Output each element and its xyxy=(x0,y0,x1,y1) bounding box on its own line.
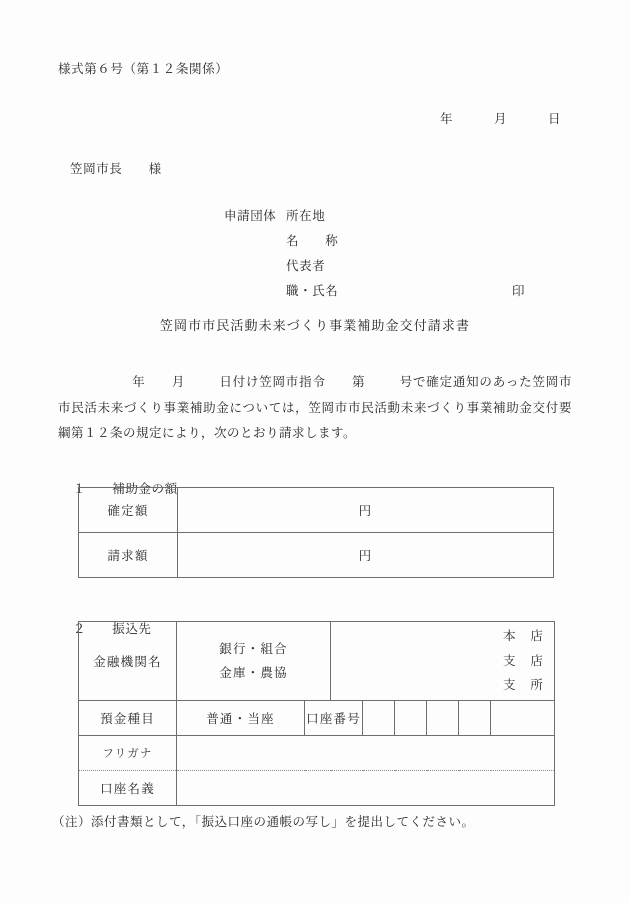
table-row xyxy=(79,488,554,533)
addressee-line: 笠岡市長 様 xyxy=(70,162,162,176)
bank-account-table xyxy=(78,621,555,806)
date-line: 年 月 日 xyxy=(440,112,562,126)
institution-kind-line2: 金庫・農協 xyxy=(219,666,288,680)
account-name-label: 口座名義 xyxy=(79,771,177,806)
furigana-value[interactable] xyxy=(177,736,555,771)
section-1-heading: 補助金の額 xyxy=(112,482,178,496)
account-digit-box-5[interactable] xyxy=(491,701,555,736)
table-row-account xyxy=(79,701,555,736)
institution-kind-line1: 銀行・組合 xyxy=(219,641,288,656)
account-number-label: 口座番号 xyxy=(305,701,363,736)
applicant-label-title-name: 職・氏名 xyxy=(286,284,339,298)
section-2-heading: 振込先 xyxy=(112,622,152,636)
table-row xyxy=(79,533,554,578)
applicant-label-location: 所在地 xyxy=(286,209,326,223)
account-name-value[interactable] xyxy=(177,771,555,806)
account-digit-box-4[interactable] xyxy=(459,701,491,736)
claimed-amount-label: 請求額 xyxy=(79,533,178,578)
claimed-amount-value[interactable]: 円 xyxy=(178,533,554,578)
body-year: 年 xyxy=(132,375,146,389)
confirmed-amount-value[interactable]: 円 xyxy=(178,488,554,533)
applicant-row-representative xyxy=(224,256,554,281)
subsidy-amount-table xyxy=(78,487,554,578)
applicant-row-location xyxy=(224,206,554,231)
table-row-account-name xyxy=(79,771,555,806)
deposit-type-options[interactable]: 普通・当座 xyxy=(177,701,305,736)
page-title: 笠岡市市民活動未来づくり事業補助金交付請求書 xyxy=(159,318,471,333)
body-notice-ref: 日付け笠岡市指令 第 xyxy=(219,375,366,389)
account-digit-box-1[interactable] xyxy=(363,701,395,736)
table-row-furigana xyxy=(79,736,555,771)
applicant-row-name xyxy=(224,231,554,256)
table-row-institution xyxy=(79,622,555,701)
body-line2: 未来づくり事業補助金については，笠岡市市民活動未来づくり事業補助金交付要綱第１２ xyxy=(58,400,572,441)
branch-main-store: 本 店 xyxy=(502,629,545,644)
body-line3: 条の規定により，次のとおり請求します。 xyxy=(110,426,357,441)
confirmed-amount-label: 確定額 xyxy=(79,488,178,533)
applicant-row-title-name xyxy=(224,281,554,306)
applicant-group-label: 申請団体 xyxy=(224,209,277,223)
branch-sub-office: 支 所 xyxy=(502,678,545,693)
applicant-label-name: 名 称 xyxy=(286,234,339,248)
applicant-block xyxy=(224,206,554,306)
applicant-label-representative: 代表者 xyxy=(286,259,326,273)
deposit-type-label: 預金種目 xyxy=(79,701,177,736)
section-2-number: ２ xyxy=(72,622,87,636)
institution-kinds-cell[interactable] xyxy=(177,622,331,701)
furigana-label: フリガナ xyxy=(79,736,177,771)
branch-type-cell[interactable] xyxy=(331,622,555,701)
body-month: 月 xyxy=(171,375,186,389)
institution-name-label: 金融機関名 xyxy=(79,622,177,701)
branch-branch-store: 支 店 xyxy=(502,653,545,668)
form-number: 様式第６号（第１２条関係） xyxy=(58,62,229,76)
footnote: （注）添付書類として，「振込口座の通帳の写し」を提出してください。 xyxy=(52,815,475,829)
body-paragraph xyxy=(58,370,572,447)
account-digit-box-3[interactable] xyxy=(427,701,459,736)
section-1-number: １ xyxy=(72,482,87,496)
body-line1-tail: 号で確定通知のあった笠岡市市民活 xyxy=(58,375,572,415)
seal-mark: 印 xyxy=(512,284,526,298)
account-digit-box-2[interactable] xyxy=(395,701,427,736)
